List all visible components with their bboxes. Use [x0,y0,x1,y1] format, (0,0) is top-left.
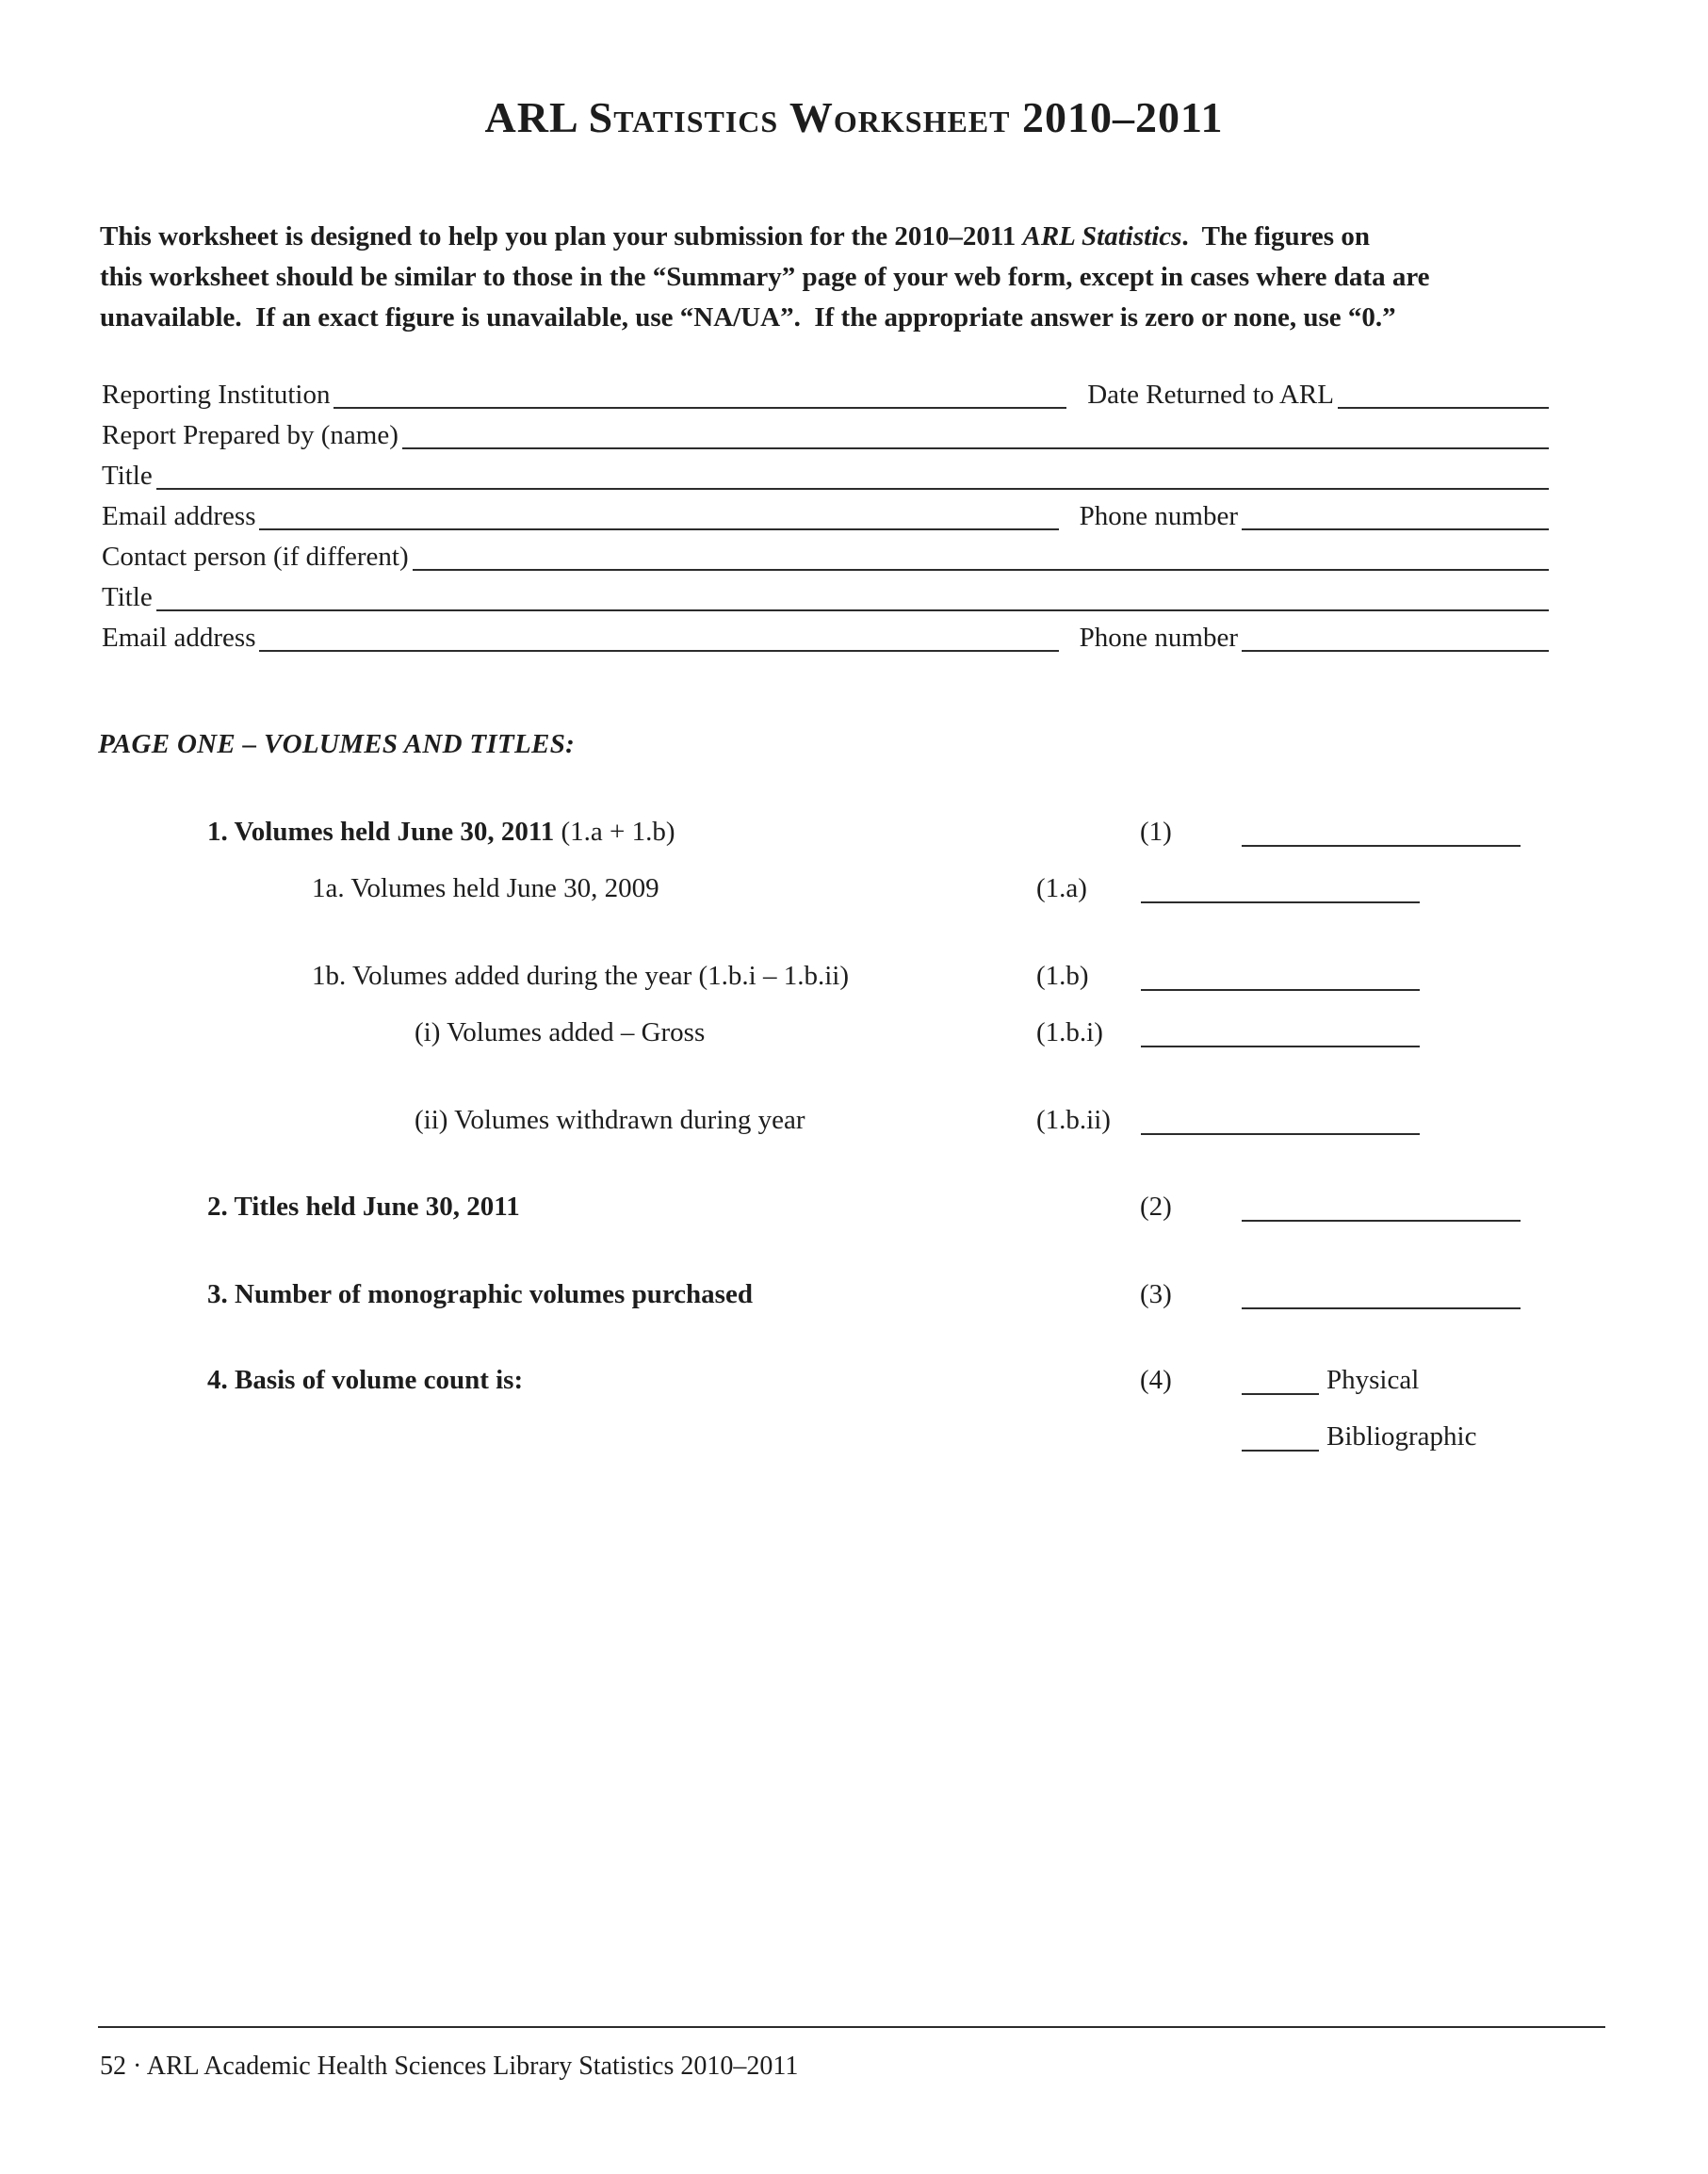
item-3-blank [1242,1307,1521,1309]
item-4-option-2-row [0,1420,1708,1457]
phone-label-1: Phone number [1079,501,1238,531]
contact-person-line [413,569,1549,571]
item-1bii-row [0,1103,1708,1141]
item-1bi-code: (1.b.i) [1036,1017,1103,1047]
item-1bi-label: (i) Volumes added – Gross [415,1017,706,1047]
item-1bii-code: (1.b.ii) [1036,1105,1111,1135]
item-2-code: (2) [1140,1192,1172,1222]
item-1b-blank [1141,989,1420,991]
item-1bii-label: (ii) Volumes withdrawn during year [415,1105,805,1135]
reporting-institution-label: Reporting Institution [102,380,331,410]
section-heading-page-one: PAGE ONE – VOLUMES AND TITLES: [98,729,576,759]
intro-italic-phrase: ARL Statistics [1022,221,1182,251]
intro-line-1: This worksheet is designed to help you plan your submission for the 2010–2011 ARL Statistics. The figures on [100,221,1370,251]
email-line-2 [259,650,1058,652]
item-2-row [0,1190,1708,1227]
item-1-code: (1) [1140,817,1172,847]
intro-line-3: unavailable. If an exact figure is unavailable, use “NA/UA”. If the appropriate answer is zero or none, use “0.” [100,302,1396,333]
form-row-contact-person [102,534,1549,575]
date-returned-label: Date Returned to ARL [1087,380,1334,410]
item-2-label: 2. Titles held June 30, 2011 [207,1192,520,1222]
phone-line-2 [1242,650,1549,652]
date-returned-line [1338,407,1549,409]
intro-line-2: this worksheet should be similar to those in the “Summary” page of your web form, except in cases where data are [100,262,1430,292]
form-row-report-prepared [102,413,1549,453]
item-1a-label: 1a. Volumes held June 30, 2009 [312,873,659,903]
physical-option-blank [1242,1393,1319,1395]
form-row-title-2 [102,575,1549,615]
item-4-code: (4) [1140,1365,1172,1395]
footer-rule [98,2026,1605,2028]
physical-option-label: Physical [1326,1365,1420,1395]
intro-paragraph [100,217,1430,338]
item-1bi-blank [1141,1046,1420,1047]
item-1-row [0,815,1708,852]
item-1bi-row [0,1015,1708,1053]
title-label-2: Title [102,582,153,612]
page-title: ARL Statistics Worksheet 2010–2011 [484,93,1224,141]
item-3-code: (3) [1140,1279,1172,1309]
item-2-blank [1242,1220,1521,1222]
form-row-title-1 [102,453,1549,494]
email-label-1: Email address [102,501,256,531]
item-1b-code: (1.b) [1036,961,1089,991]
item-1a-row [0,871,1708,909]
title-label-1: Title [102,461,153,491]
phone-line-1 [1242,528,1549,530]
email-label-2: Email address [102,623,256,653]
item-1bii-blank [1141,1133,1420,1135]
form-row-reporting-institution [102,372,1549,413]
bibliographic-option-label: Bibliographic [1326,1421,1477,1452]
report-prepared-line [402,447,1549,449]
item-4-row [0,1363,1708,1401]
item-1b-row [0,959,1708,997]
title-line-2 [156,609,1549,611]
form-row-email-2 [102,615,1549,656]
item-1b-label: 1b. Volumes added during the year (1.b.i – 1.b.ii) [312,961,849,991]
bibliographic-option-blank [1242,1450,1319,1452]
item-1a-blank [1141,901,1420,903]
item-4-label: 4. Basis of volume count is: [207,1365,524,1395]
reporting-institution-line [333,407,1066,409]
title-line-1 [156,488,1549,490]
report-prepared-label: Report Prepared by (name) [102,420,399,450]
item-1-label: 1. Volumes held June 30, 2011 (1.a + 1.b) [207,817,675,847]
contact-person-label: Contact person (if different) [102,542,409,572]
item-3-row [0,1277,1708,1315]
phone-label-2: Phone number [1079,623,1238,653]
contact-form [102,372,1549,656]
form-row-email-1 [102,494,1549,534]
email-line-1 [259,528,1058,530]
item-3-label: 3. Number of monographic volumes purchased [207,1279,753,1309]
footer-text: 52 · ARL Academic Health Sciences Library Statistics 2010–2011 [100,2052,799,2081]
item-1a-code: (1.a) [1036,873,1087,903]
item-1-blank [1242,845,1521,847]
